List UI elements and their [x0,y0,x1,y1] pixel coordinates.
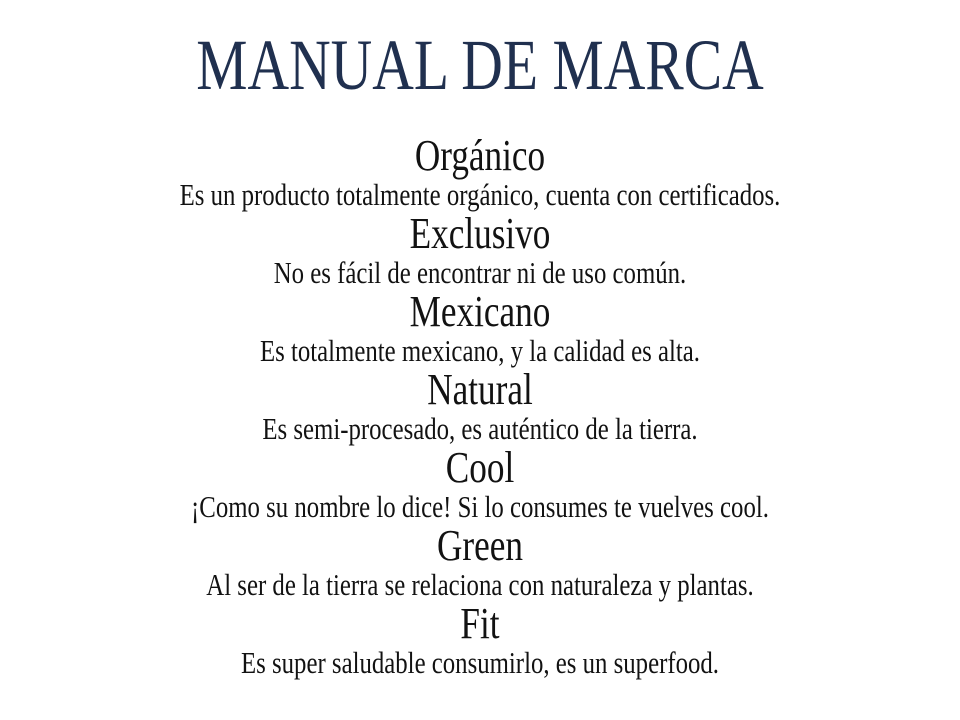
attribute-heading: Orgánico [414,131,546,180]
attribute-heading: Mexicano [409,287,551,336]
brand-attribute-item [0,599,960,682]
attribute-heading: Green [437,521,523,570]
attribute-description: ¡Como su nombre lo dice! Si lo consumes te vuelves cool. [191,489,769,524]
attribute-description: No es fácil de encontrar ni de uso común. [273,255,687,290]
attribute-description: Al ser de la tierra se relaciona con naturaleza y plantas. [206,567,754,602]
brand-attribute-item [0,521,960,604]
attribute-description: Es super saludable consumirlo, es un superfood. [241,645,719,680]
brand-attribute-item [0,209,960,292]
brand-attributes-list [0,131,960,682]
brand-attribute-item [0,287,960,370]
slide-title: MANUAL DE MARCA [196,25,764,105]
attribute-heading: Natural [427,365,533,414]
attribute-heading: Fit [460,599,500,648]
attribute-description: Es semi-procesado, es auténtico de la tierra. [262,411,698,446]
attribute-heading: Cool [445,443,515,492]
brand-attribute-item [0,443,960,526]
brand-attribute-item [0,365,960,448]
attribute-heading: Exclusivo [409,209,551,258]
attribute-description: Es totalmente mexicano, y la calidad es alta. [259,333,701,368]
brand-attribute-item [0,131,960,214]
attribute-description: Es un producto totalmente orgánico, cuenta con certificados. [179,177,781,212]
